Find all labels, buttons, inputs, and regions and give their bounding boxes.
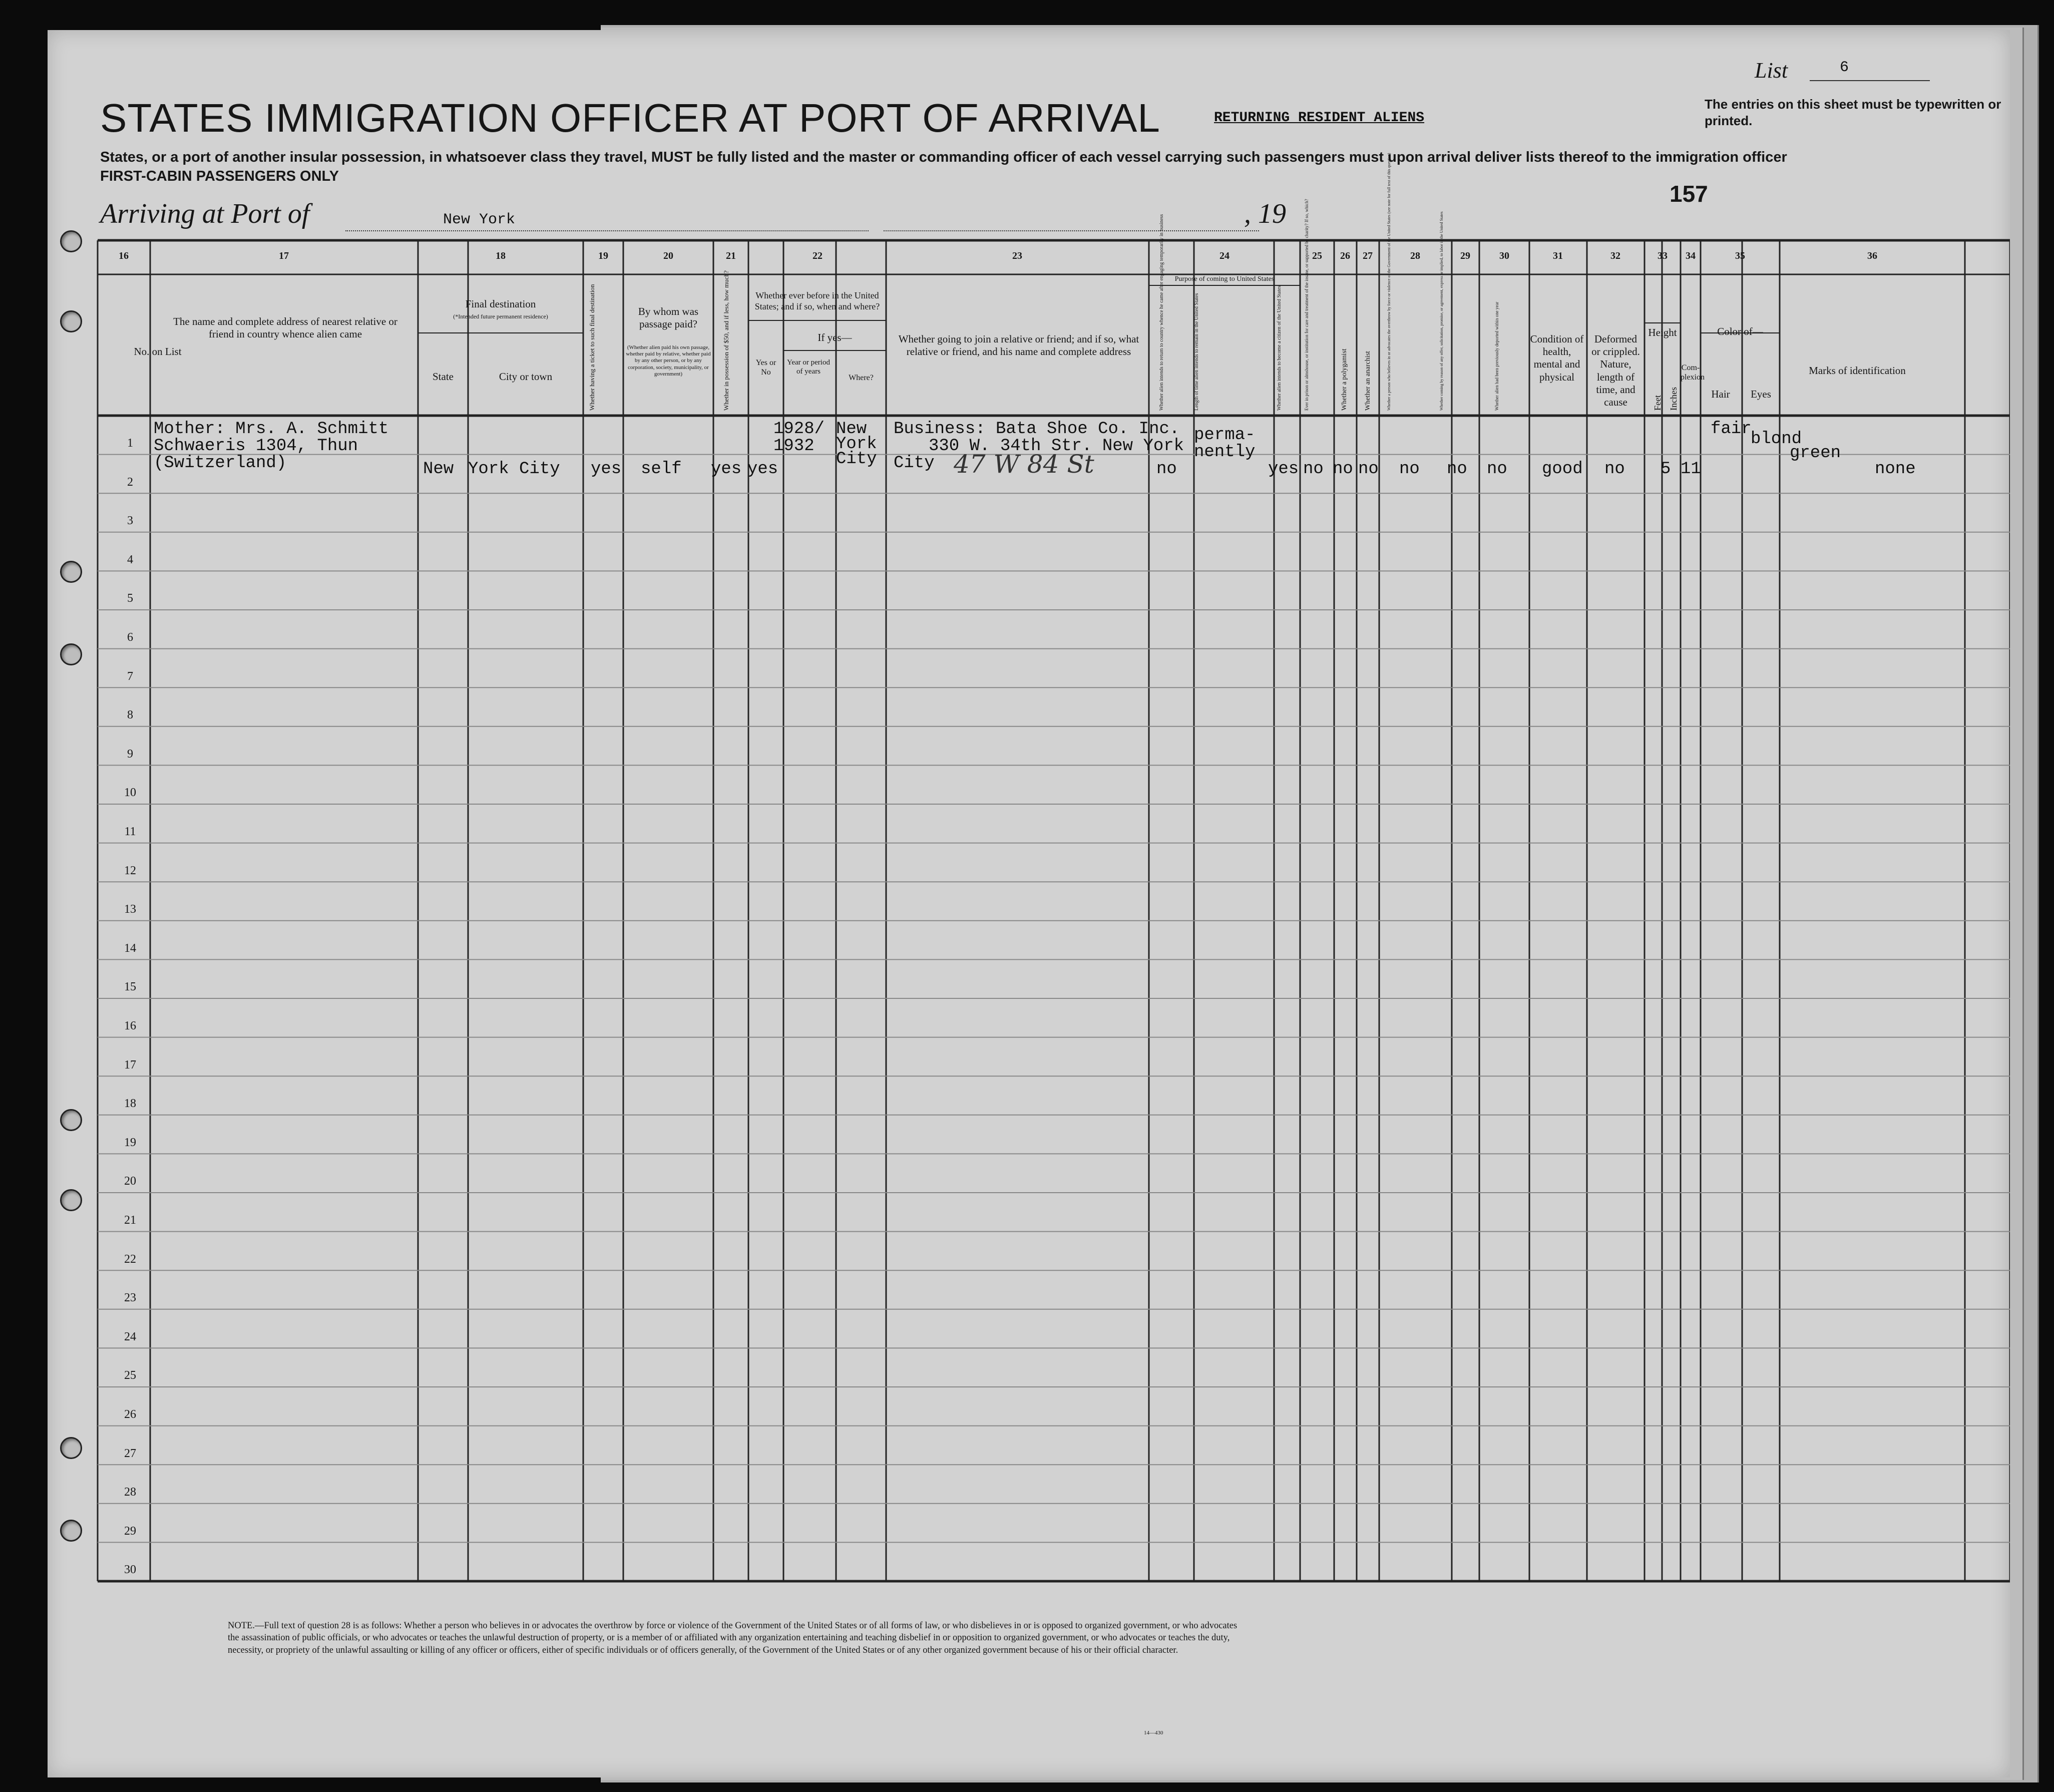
row-number: 23 (124, 1291, 136, 1305)
binder-hole (60, 1189, 82, 1211)
header-marks: Marks of identification (1809, 365, 1906, 377)
entry-relative-line3: (Switzerland) (154, 454, 287, 473)
column-number: 24 (1219, 250, 1229, 261)
entry-passage-paid: self (641, 460, 682, 479)
manifest-sheet (48, 30, 2010, 1777)
row-number: 27 (124, 1447, 136, 1460)
column-number: 33 (1658, 250, 1668, 261)
entry-marks: none (1875, 460, 1916, 479)
header-final-destination-note: (*Intended future permanent residence) (453, 313, 548, 320)
entry-join-line3: City (894, 454, 935, 473)
column-number: 21 (726, 250, 736, 261)
row-number: 15 (124, 980, 136, 994)
form-number: 14—430 (1144, 1730, 1163, 1736)
header-ever-before: Whether ever before in the United States; and if so, when and where? (754, 290, 880, 311)
column-number: 22 (812, 250, 823, 261)
row-number: 5 (127, 592, 133, 605)
entry-anarchist: no (1358, 460, 1379, 479)
header-purpose-a: Whether alien intends to return to country whence he came after engaging temporarily in business (1159, 214, 1164, 411)
row-number: 11 (124, 825, 136, 838)
header-color-of: Color of— (1717, 325, 1763, 337)
year-prefix: , 19 (1244, 198, 1286, 229)
row-number: 20 (124, 1175, 136, 1188)
entry-purpose-a: no (1156, 460, 1177, 479)
header-prison: Ever in prison or almshouse, or institution for care and treatment of the insane, or supported by charity? If so, which? (1304, 199, 1309, 411)
column-number: 35 (1735, 250, 1745, 261)
typewritten-note: The entries on this sheet must be typewritten or printed. (1705, 97, 2001, 128)
row-number: 13 (124, 903, 136, 916)
list-number: 6 (1840, 59, 1849, 76)
entry-join-line1: Business: Bata Shoe Co. Inc. (894, 420, 1180, 439)
column-number: 32 (1610, 250, 1620, 261)
entry-q28: no (1399, 460, 1420, 479)
row-number: 17 (124, 1058, 136, 1071)
column-number: 34 (1686, 250, 1696, 261)
header-city: City or town (499, 371, 553, 383)
entry-inches: 11 (1681, 460, 1701, 479)
entry-city: York City (468, 460, 560, 479)
row-number: 19 (124, 1136, 136, 1149)
entry-state: New (423, 460, 454, 479)
first-cabin-label: FIRST-CABIN PASSENGERS ONLY (100, 168, 339, 184)
header-anarchist: Whether an anarchist (1364, 351, 1372, 411)
binder-hole (60, 561, 82, 583)
binder-hole (60, 1437, 82, 1459)
binder-hole (60, 643, 82, 665)
entry-hair: blond (1751, 430, 1802, 449)
row-number: 3 (127, 514, 133, 528)
header-q28: Whether a person who believes in or advocates the overthrow by force or violence of the Government of the United States (see note for full text of this question) (1387, 153, 1391, 411)
header-hair: Hair (1711, 388, 1730, 400)
returning-resident-stamp: RETURNING RESIDENT ALIENS (1214, 110, 1425, 126)
row-number: 25 (124, 1369, 136, 1382)
header-where: Where? (849, 374, 874, 382)
header-eyes: Eyes (1751, 388, 1771, 400)
column-number: 29 (1460, 250, 1470, 261)
row-number: 22 (124, 1252, 136, 1266)
row-number: 24 (124, 1330, 136, 1343)
header-height: Height (1648, 326, 1677, 338)
header-feet: Feet (1653, 395, 1663, 411)
row-number: 6 (127, 631, 133, 644)
binder-hole (60, 1520, 82, 1542)
header-health: Condition of health, mental and physical (1530, 333, 1584, 383)
row-number: 2 (127, 475, 133, 489)
list-label: List (1755, 58, 1788, 83)
entry-period-line1: 1928/ (773, 420, 825, 439)
manifest-grid (48, 30, 2010, 1777)
binder-hole (60, 230, 82, 252)
entry-where-line1: New (836, 420, 867, 439)
column-number: 36 (1867, 250, 1877, 261)
entry-polygamist: no (1333, 460, 1353, 479)
header-final-destination: Final destination (465, 298, 536, 310)
header-deformed: Deformed or crippled. Nature, length of time, and cause (1591, 333, 1640, 408)
row-number: 29 (124, 1524, 136, 1538)
sheet-number: 157 (1670, 181, 1708, 207)
port-value: New York (443, 211, 516, 228)
entry-eyes: green (1790, 444, 1841, 463)
entry-purpose-b-line1: perma- (1194, 426, 1256, 445)
column-number: 27 (1363, 250, 1373, 261)
header-purpose-b: Length of time alien intends to remain in the United States (1194, 293, 1199, 411)
row-number: 21 (124, 1214, 136, 1227)
question-28-note: NOTE.—Full text of question 28 is as follows: Whether a person who believes in or advocates the overthrow by force or violence of the Government of the United States or of all forms of law, or who disbelieves in or is opposed to organized government, or who advocates the assassination of public officials, or who advocates or teaches the unlawful destruction of property, or is a member of or affiliated with any organization entertaining and teaching disbelief in or opposition to organized government, or who advocates or teaches the duty, necessity, or propriety of the unlawful assaulting or killing of any officer or officers, either of specific individuals or of officers generally, of the Government of the United States or of any other organized government because of his or their official character. (228, 1621, 1238, 1655)
entry-prison: no (1303, 460, 1324, 479)
header-polygamist: Whether a polygamist (1341, 348, 1348, 411)
entry-relative-line1: Mother: Mrs. A. Schmitt (154, 420, 389, 439)
entry-health: good (1542, 460, 1583, 479)
header-state: State (433, 371, 454, 383)
header-q29: Whether coming by reason of any offer, solicitation, promise, or agreement, express or implied, to labor in the United States (1439, 211, 1444, 411)
binder-hole (60, 310, 82, 332)
header-no-on-list: No. on List (134, 345, 182, 357)
row-number: 14 (124, 941, 136, 955)
header-inches: Inches (1669, 387, 1679, 411)
entry-relative-line2: Schwaeris 1304, Thun (154, 437, 358, 456)
column-number: 30 (1499, 250, 1509, 261)
header-purpose-c: Whether alien intends to become a citizen of the United States (1277, 285, 1282, 411)
header-purpose: Purpose of coming to United States (1174, 275, 1275, 283)
entry-purpose-b-line2: nently (1194, 443, 1256, 462)
row-number: 4 (127, 553, 133, 566)
row-number: 1 (127, 437, 133, 450)
row-number: 28 (124, 1486, 136, 1499)
column-number: 16 (119, 250, 129, 261)
row-number: 10 (124, 786, 136, 800)
entry-join-line2: 330 W. 34th Str. New York (929, 437, 1184, 456)
entry-where-line3: City (836, 450, 877, 469)
column-number: 17 (279, 250, 289, 261)
column-number: 26 (1340, 250, 1350, 261)
header-nearest-relative: The name and complete address of nearest relative or friend in country whence alien came (173, 315, 397, 340)
page-title: STATES IMMIGRATION OFFICER AT PORT OF ARRIVAL (100, 96, 1160, 140)
entry-deformed: no (1604, 460, 1625, 479)
header-join-relative: Whether going to join a relative or friend; and if so, what relative or friend, and his name and complete address (898, 333, 1139, 358)
entry-purpose-c: yes (1268, 460, 1299, 479)
header-passage-paid: By whom was passage paid? (638, 305, 699, 330)
row-number: 26 (124, 1408, 136, 1421)
column-number: 28 (1410, 250, 1420, 261)
header-q30: Whether alien had been previously deported within one year (1494, 301, 1499, 411)
column-number: 25 (1312, 250, 1322, 261)
column-number: 18 (496, 250, 506, 261)
instructions-text: States, or a port of another insular possession, in whatsoever class they travel, MUST be fully listed and the master or commanding officer of each vessel carrying such passengers must upon arrival deliver lists thereof to the immigration officer (100, 149, 1787, 165)
binder-hole (60, 1109, 82, 1131)
entry-period-line2: 1932 (773, 437, 814, 456)
entry-complexion: fair (1711, 420, 1752, 439)
entry-handwritten-address: 47 W 84 St (954, 450, 1094, 479)
entry-ever-before: yes (747, 460, 778, 479)
row-number: 30 (124, 1563, 136, 1577)
entry-ticket: yes (591, 460, 622, 479)
row-number: 16 (124, 1019, 136, 1032)
column-number: 19 (598, 250, 608, 261)
row-number: 7 (127, 669, 133, 683)
column-number: 20 (663, 250, 673, 261)
row-number: 8 (127, 708, 133, 722)
entry-q30: no (1487, 460, 1507, 479)
header-complexion: Com- plexion (1681, 364, 1705, 382)
row-number: 12 (124, 864, 136, 877)
header-passage-note: (Whether alien paid his own passage, whether paid by relative, whether paid by any other person, or by any corporation, society, municipality, or government) (626, 344, 711, 377)
header-yes-or-no: Yes or No (755, 359, 776, 377)
header-ticket: Whether having a ticket to such final destination (588, 284, 596, 411)
row-number: 9 (127, 747, 133, 761)
entry-q29: no (1447, 460, 1467, 479)
entry-feet: 5 (1661, 460, 1671, 479)
column-number: 23 (1012, 250, 1022, 261)
header-possession: Whether in possession of $50, and if less, how much? (722, 270, 730, 411)
entry-possession: yes (711, 460, 742, 479)
row-number: 18 (124, 1097, 136, 1111)
arriving-label: Arriving at Port of (100, 198, 310, 229)
entry-where-line2: York (836, 435, 877, 454)
header-period: Year or period of years (787, 359, 830, 376)
column-number: 31 (1553, 250, 1563, 261)
header-if-yes: If yes— (817, 331, 852, 343)
